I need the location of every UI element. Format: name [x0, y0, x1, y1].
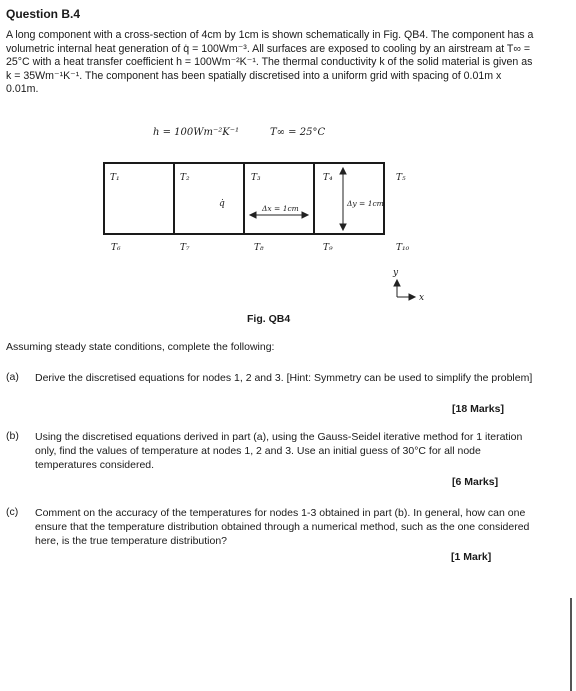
dx-arrowhead-right: [302, 212, 308, 218]
part-c-text: Comment on the accuracy of the temperatures for nodes 1-3 obtained in part (b). In general, how can one ensure that the temperature distribution obtained through a numerical method, such as the one considered here, is the true temperature distribution?: [35, 507, 530, 547]
scrollbar[interactable]: [570, 598, 572, 691]
tinf-label: T∞ = 25°C: [270, 127, 326, 138]
node-t2: T₂: [180, 173, 190, 183]
node-t7: T₇: [180, 243, 190, 253]
part-b-text: Using the discretised equations derived in part (a), using the Gauss-Seidel iterative method for 1 iteration only, find the values of temperature at nodes 1, 2 and 3. Use an initial guess of 30°C for all node temperatures considered.: [35, 431, 523, 471]
node-t9: T₉: [323, 243, 333, 253]
figure-qb4: [0, 0, 576, 340]
part-c-marks: [1 Mark]: [451, 551, 492, 563]
part-b-label: (b): [6, 430, 19, 442]
figure-caption: Fig. QB4: [247, 313, 291, 325]
dx-label: Δx = 1cm: [262, 204, 299, 213]
dy-arrowhead-bottom: [340, 224, 346, 230]
part-c-label: (c): [6, 506, 19, 518]
node-t5: T₅: [396, 173, 406, 183]
node-t3: T₃: [251, 173, 261, 183]
dx-arrowhead-left: [250, 212, 256, 218]
question-title: Question B.4: [6, 7, 81, 21]
node-t4: T₄: [323, 173, 333, 183]
part-a-marks: [18 Marks]: [452, 403, 504, 415]
qdot-label: q̇: [219, 199, 225, 209]
h-label: h = 100Wm⁻²K⁻¹: [153, 127, 240, 138]
axis-x-label: x: [419, 293, 425, 303]
part-b-marks: [6 Marks]: [452, 476, 499, 488]
axis-x-arrowhead: [409, 294, 415, 300]
node-t6: T₆: [111, 243, 121, 253]
axis-y-label: y: [393, 268, 399, 278]
node-t10: T₁₀: [396, 243, 410, 253]
part-a-text: Derive the discretised equations for nodes 1, 2 and 3. [Hint: Symmetry can be used to simplify the problem]: [35, 372, 533, 384]
instructions: Assuming steady state conditions, complete the following:: [6, 341, 275, 353]
problem-statement: A long component with a cross-section of 4cm by 1cm is shown schematically in Fig. QB4. The component has a volumetric internal heat generation of q̇ = 100Wm⁻³. All surfaces are exposed to cooling by an airstream at T∞ = 25°C with a heat transfer coefficient h = 100Wm⁻²K⁻¹. The thermal conductivity k of the solid material is given as k = 35Wm⁻¹K⁻¹. The component has been spatially discretised into a uniform grid with spacing of 0.01m x 0.01m.: [6, 29, 534, 95]
axis-y-arrowhead: [394, 280, 400, 286]
dy-label: Δy = 1cm: [347, 199, 384, 208]
node-t8: T₈: [254, 243, 264, 253]
node-t1: T₁: [110, 173, 120, 183]
part-a-label: (a): [6, 371, 19, 383]
dy-arrowhead-top: [340, 168, 346, 174]
